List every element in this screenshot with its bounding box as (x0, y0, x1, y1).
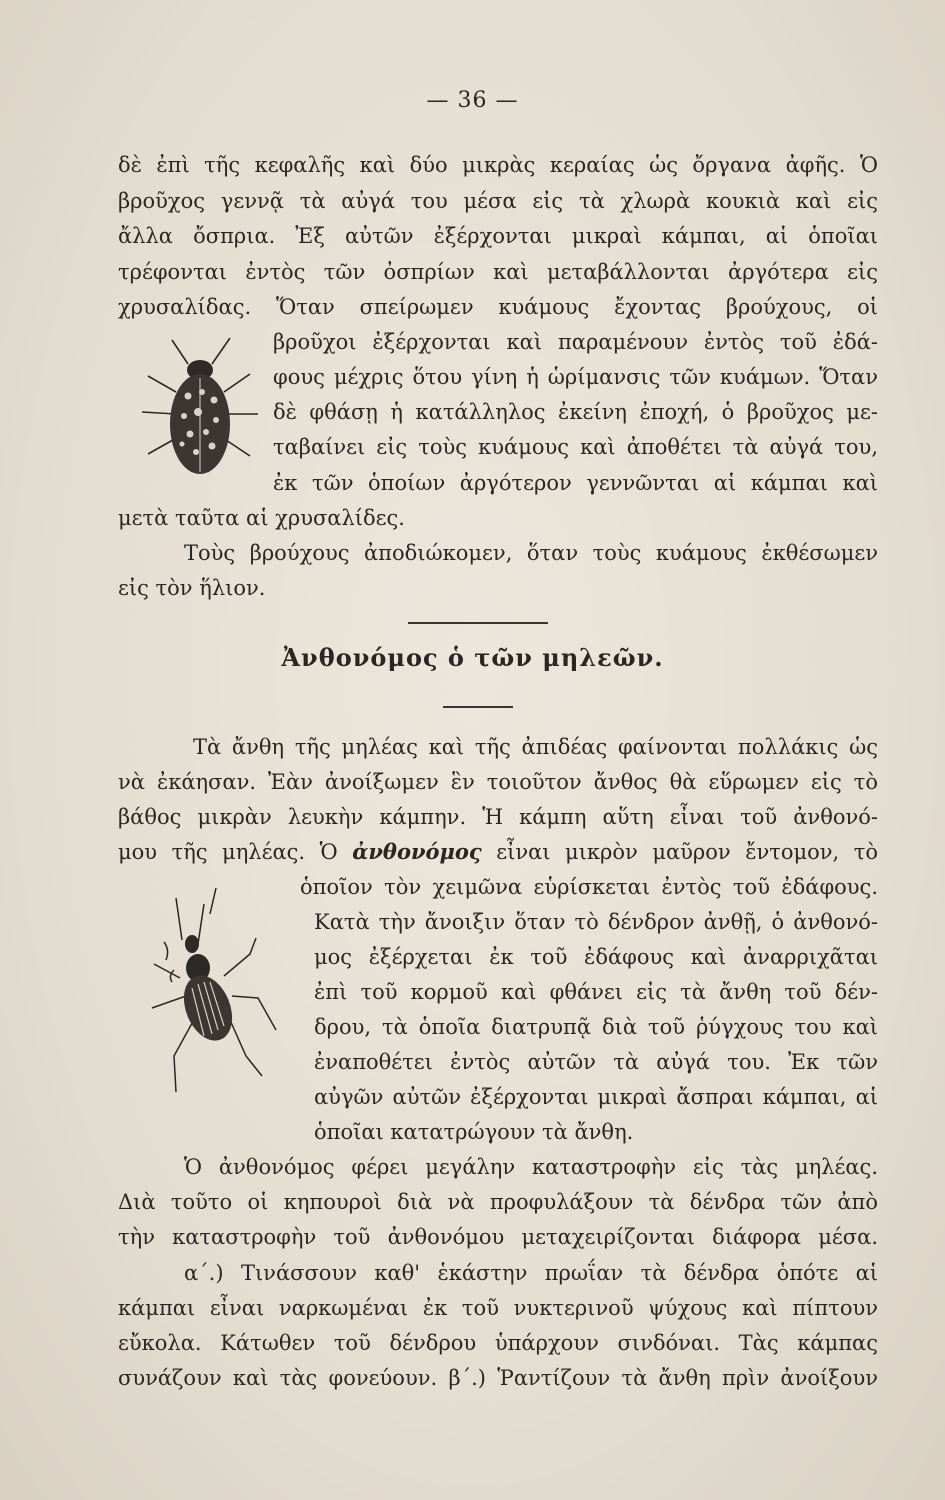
text-line: Τὰ ἄνθη τῆς μηλέας καὶ τῆς ἀπιδέας φαίνονται πολλάκις ὡς (193, 735, 878, 759)
text-line: ἄλλα ὄσπρια. Ἐξ αὐτῶν ἐξέρχονται μικραὶ κάμπαι, αἱ ὁποῖαι (118, 224, 878, 248)
text-line: μος ἐξέρχεται ἐκ τοῦ ἐδάφους καὶ ἀναρριχᾶται (314, 945, 878, 969)
text-line: εὔκολα. Κάτωθεν τοῦ δένδρου ὑπάρχουν σινδόναι. Τὰς κάμπας (118, 1331, 878, 1355)
text-line: βάθος μικρὰν λευκὴν κάμπην. Ἡ κάμπη αὕτη εἶναι τοῦ ἀνθονό- (118, 805, 878, 829)
text-line: Κατὰ τὴν ἄνοιξιν ὅταν τὸ δένδρον ἀνθῇ, ὁ ἀνθονό- (314, 910, 878, 934)
text-line: τὴν καταστροφὴν τοῦ ἀνθονόμου μεταχειρίζονται διάφορα μέσα. (118, 1225, 878, 1249)
text-line: βροῦχος γεννᾷ τὰ αὐγά του μέσα εἰς τὰ χλωρὰ κουκιὰ καὶ εἰς (118, 189, 878, 213)
text-line: ἐκ τῶν ὁποίων ἀργότερον γεννῶνται αἱ κάμπαι καὶ (273, 471, 878, 495)
text-line: Τοὺς βρούχους ἀποδιώκομεν, ὅταν τοὺς κυάμους ἐκθέσωμεν (184, 541, 878, 565)
bean-weevil-illustration (136, 332, 264, 482)
section-title: Ἀνθονόμος ὁ τῶν μηλεῶν. (281, 643, 664, 672)
text-line: α΄.) Τινάσσουν καθ' ἑκάστην πρωΐαν τὰ δένδρα ὁπότε αἱ (184, 1261, 878, 1285)
text-line: βροῦχοι ἐξέρχονται καὶ παραμένουν ἐντὸς τοῦ ἐδά- (273, 330, 878, 354)
text-line: δὲ φθάσῃ ἡ κατάλληλος ἐκείνη ἐποχή, ὁ βροῦχος με- (273, 400, 878, 424)
text-fragment: εἶναι μικρὸν μαῦρον ἔντομον, τὸ (496, 840, 878, 864)
text-line: κάμπαι εἶναι ναρκωμέναι ἐκ τοῦ νυκτερινοῦ ψύχους καὶ πίπτουν (118, 1296, 878, 1320)
text-line: αὐγῶν αὐτῶν ἐξέρχονται μικραὶ ἄσπραι κάμπαι, αἱ (314, 1085, 878, 1109)
text-line: ἐπὶ τοῦ κορμοῦ καὶ φθάνει εἰς τὰ ἄνθη τοῦ δέν- (314, 980, 878, 1004)
emphasis-term: ἀνθονόμος (352, 839, 482, 864)
text-line-with-emphasis (118, 837, 878, 867)
emphasis-article: Ὁ (319, 840, 353, 864)
text-line: φους μέχρις ὅτου γίνη ἡ ὡρίμανσις τῶν κυάμων. Ὅταν (273, 365, 878, 389)
text-line: τρέφονται ἐντὸς τῶν ὀσπρίων καὶ μεταβάλλονται ἀργότερα εἰς (118, 260, 878, 284)
page-number: — 36 — (426, 88, 519, 113)
text-line: μετὰ ταῦτα αἱ χρυσαλίδες. (118, 506, 405, 530)
text-line: ἐναποθέτει ἐντὸς αὐτῶν τὰ αὐγά του. Ἐκ τῶν (314, 1050, 878, 1074)
apple-blossom-weevil-illustration (146, 880, 296, 1100)
text-line: ταβαίνει εἰς τοὺς κυάμους καὶ ἀποθέτει τὰ αὐγά του, (273, 435, 878, 459)
text-line: ὁποῖον τὸν χειμῶνα εὑρίσκεται ἐντὸς τοῦ ἐδάφους. (300, 875, 878, 899)
text-line: δὲ ἐπὶ τῆς κεφαλῆς καὶ δύο μικρὰς κεραίας ὡς ὄργανα ἀφῆς. Ὁ (118, 153, 878, 177)
text-line: Ὁ ἀνθονόμος φέρει μεγάλην καταστροφὴν εἰς τὰς μηλέας. (184, 1155, 878, 1179)
text-line: ὁποῖαι κατατρώγουν τὰ ἄνθη. (314, 1120, 634, 1144)
text-line: Διὰ τοῦτο οἱ κηπουροὶ διὰ νὰ προφυλάξουν τὰ δένδρα τῶν ἀπὸ (118, 1190, 878, 1214)
section-divider (408, 622, 548, 624)
text-fragment: μου τῆς μηλέας. (118, 840, 306, 864)
text-line: συνάζουν καὶ τὰς φονεύουν. β΄.) Ῥαντίζουν τὰ ἄνθη πρὶν ἀνοίξουν (118, 1366, 878, 1390)
text-line: δρου, τὰ ὁποῖα διατρυπᾷ διὰ τοῦ ῥύγχους του καὶ (314, 1015, 878, 1039)
text-line: χρυσαλίδας. Ὅταν σπείρωμεν κυάμους ἔχοντας βρούχους, οἱ (118, 295, 878, 319)
text-line: εἰς τὸν ἥλιον. (118, 576, 266, 600)
text-line: νὰ ἐκάησαν. Ἐὰν ἀνοίξωμεν ἓν τοιοῦτον ἄνθος θὰ εὕρωμεν εἰς τὸ (118, 770, 878, 794)
title-underline (443, 706, 513, 708)
